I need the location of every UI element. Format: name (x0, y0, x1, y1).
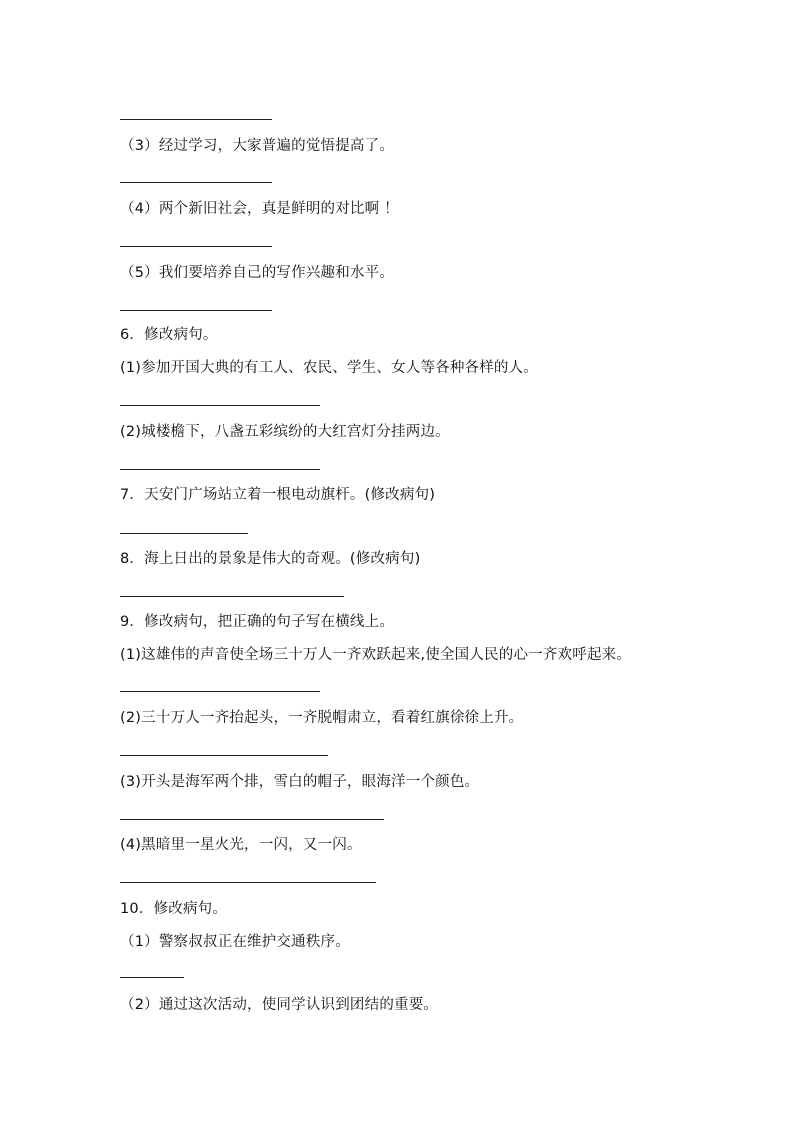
answer-blank (120, 533, 248, 534)
question-text: (3)开头是海军两个排，雪白的帽子，眼海洋一个颜色。 (120, 774, 480, 790)
question-text: (1)这雄伟的声音使全场三十万人一齐欢跃起来,使全国人民的心一齐欢呼起来。 (120, 647, 632, 663)
question-text: （3）经过学习，大家普遍的觉悟提高了。 (120, 138, 395, 154)
answer-blank (120, 310, 272, 311)
answer-blank (120, 755, 328, 756)
answer-blank (120, 691, 320, 692)
question-text: (1)参加开国大典的有工人、农民、学生、女人等各种各样的人。 (120, 360, 539, 376)
question-text: （2）通过这次活动，使同学认识到团结的重要。 (120, 997, 439, 1013)
answer-blank (120, 977, 184, 978)
answer-blank (120, 469, 320, 470)
answer-blank (120, 119, 272, 120)
question-text: （1）警察叔叔正在维护交通秩序。 (120, 934, 350, 950)
question-heading: 6．修改病句。 (120, 327, 218, 343)
answer-blank (120, 819, 384, 820)
answer-blank (120, 246, 272, 247)
answer-blank (120, 596, 344, 597)
question-heading: 8．海上日出的景象是伟大的奇观。(修改病句) (120, 551, 421, 567)
question-heading: 7．天安门广场站立着一根电动旗杆。(修改病句) (120, 487, 436, 503)
question-text: (2)三十万人一齐抬起头，一齐脱帽肃立，看着红旗徐徐上升。 (120, 710, 524, 726)
answer-blank (120, 182, 272, 183)
answer-blank (120, 405, 320, 406)
question-heading: 10．修改病句。 (120, 901, 228, 917)
question-text: （5）我们要培养自己的写作兴趣和水平。 (120, 265, 395, 281)
answer-blank (120, 882, 376, 883)
question-text: (4)黑暗里一星火光，一闪，又一闪。 (120, 837, 362, 853)
question-heading: 9．修改病句，把正确的句子写在横线上。 (120, 614, 395, 630)
question-text: (2)城楼檐下，八盏五彩缤纷的大红宫灯分挂两边。 (120, 424, 450, 440)
question-text: （4）两个新旧社会，真是鲜明的对比啊 ！ (120, 201, 399, 217)
